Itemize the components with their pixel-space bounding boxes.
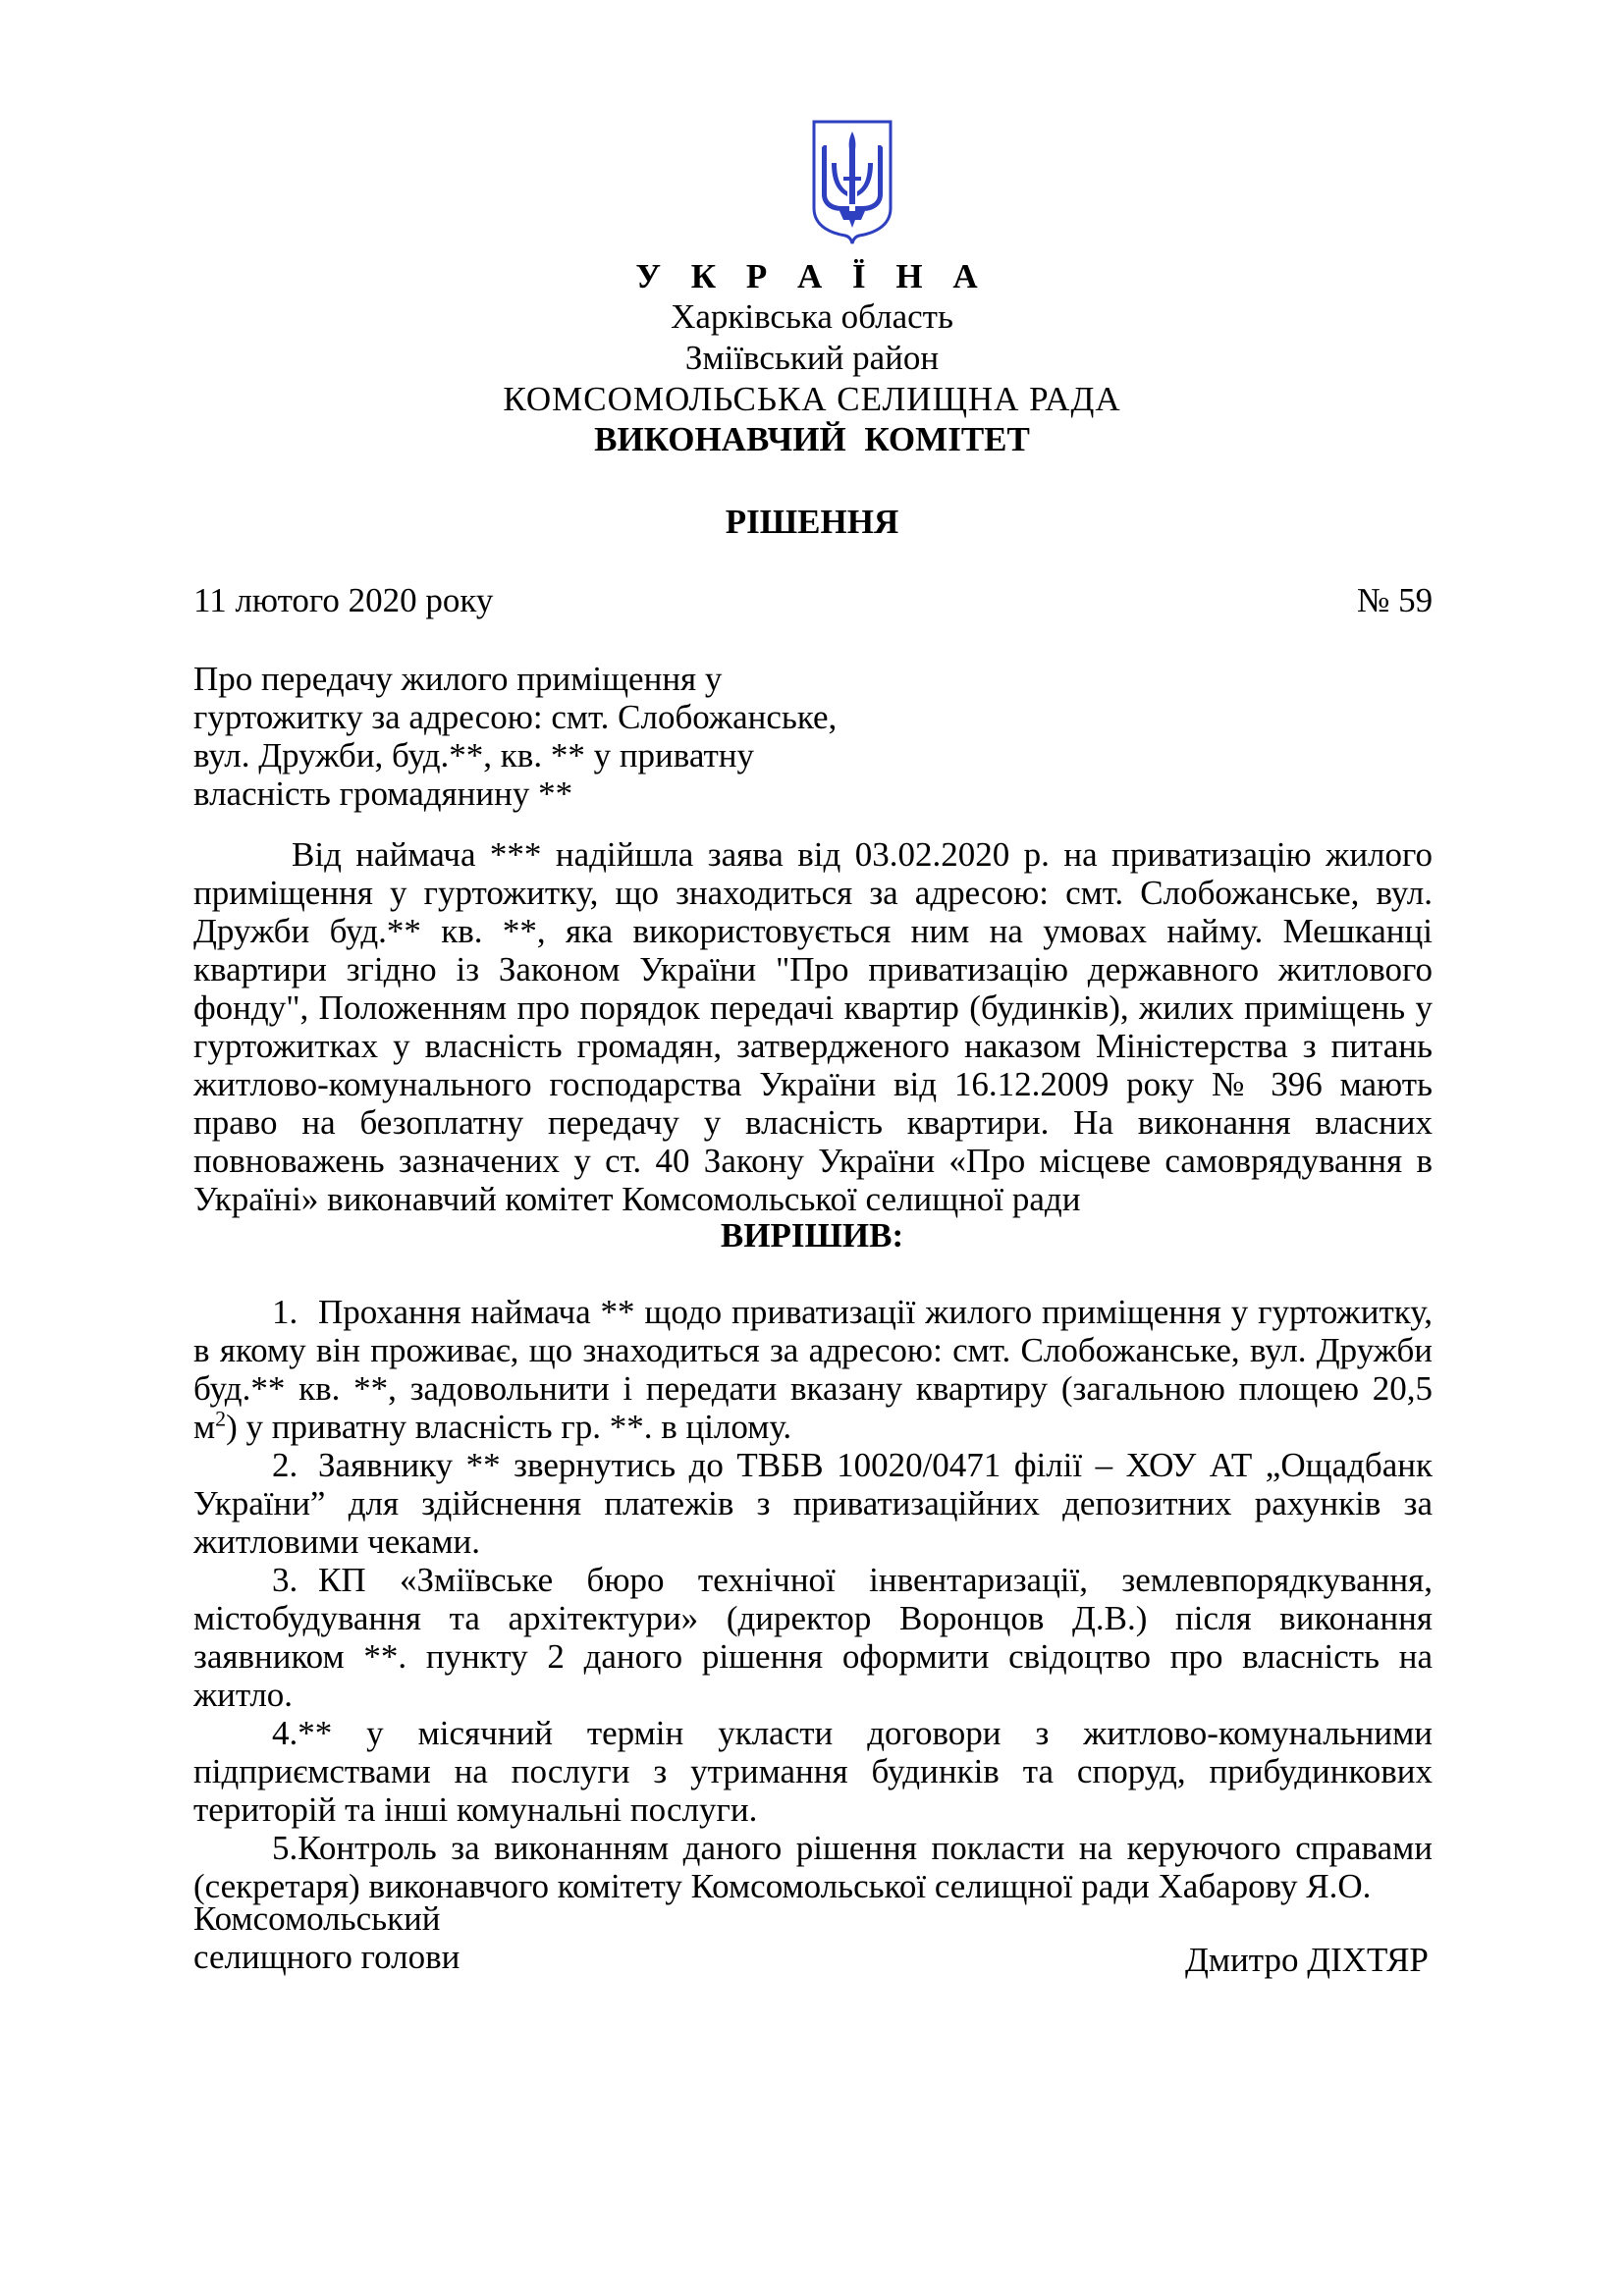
decision-text: Контроль за виконанням даного рішення покласти на керуючого справами (секретаря) виконавчого комітету Комсомольської селищної ради Хабарову Я.О. [193, 1829, 1433, 1905]
council-name: КОМСОМОЛЬСЬКА СЕЛИЩНА РАДА [503, 380, 1121, 418]
document-date: 11 лютого 2020 року [193, 581, 494, 619]
country-title: У К Р А Ї Н А [635, 257, 989, 295]
decision-number: 3. [272, 1561, 298, 1599]
decision-item [193, 1293, 1433, 1446]
decision-number: 4. [272, 1714, 298, 1752]
committee-name: ВИКОНАВЧИЙ КОМІТЕТ [594, 420, 1030, 458]
document-subject [193, 660, 881, 813]
decision-item [193, 1561, 1433, 1714]
decision-text: КП «Зміївське бюро технічної інвентаризації, землевпорядкування, містобудування та архітектури» (директор Воронцов Д.В.) після виконання заявником **. пункту 2 даного рішення оформити свідоцтво про власність на житло. [193, 1561, 1433, 1714]
signatory-position-line: селищного голови [193, 1938, 460, 1976]
oblast-name: Харківська область [671, 297, 953, 336]
decision-item [193, 1829, 1433, 1905]
superscript: 2 [215, 1406, 227, 1431]
subject-line: Про передачу жилого приміщення у [193, 660, 723, 698]
decision-text: ) у приватну власність гр. **. в цілому. [226, 1408, 792, 1446]
document-number: № 59 [1357, 581, 1434, 619]
document-type-title: РІШЕННЯ [725, 503, 899, 541]
subject-line: вул. Дружби, буд.**, кв. ** у приватну [193, 736, 755, 774]
decision-text: Прохання наймача ** щодо приватизації жилого приміщення у гуртожитку, в якому він проживає, що знаходиться за адресою: смт. Слобожанське, вул. Дружби буд.** кв. **, задовольнити і передати вказану квартиру (загальною площею 20,5 м [193, 1293, 1433, 1446]
signatory-name: Дмитро ДІХТЯР [1185, 1941, 1429, 1979]
decided-heading: ВИРІШИВ: [720, 1216, 904, 1255]
signatory-position [193, 1899, 460, 1976]
decision-number: 2. [272, 1446, 298, 1484]
preamble-paragraph: Від наймача *** надійшла заява від 03.02.2020 р. на приватизацію жилого приміщення у гуртожитку, що знаходиться за адресою: смт. Слобожанське, вул. Дружби буд.** кв. **, яка використовується ним на умовах найму. Мешканці квартири згідно із Законом України "Про приватизацію державного житлового фонду", Положенням про порядок передачі квартир (будинків), жилих приміщень у гуртожитках у власність громадян, затвердженого наказом Міністерства з питань житлово-комунального господарства України від 16.12.2009 року № 396 мають право на безоплатну передачу у власність квартири. На виконання власних повноважень зазначених у ст. 40 Закону України «Про місцеве самоврядування в Україні» виконавчий комітет Комсомольської селищної ради [193, 835, 1433, 1218]
decision-number: 1. [272, 1293, 298, 1331]
rayon-name: Зміївський район [684, 339, 940, 377]
decision-text: ** у місячний термін укласти договори з житлово-комунальними підприємствами на послуги з утримання будинків та споруд, прибудинкових територій та інші комунальні послуги. [193, 1714, 1433, 1829]
signatory-position-line: Комсомольський [193, 1899, 441, 1938]
decision-item [193, 1446, 1433, 1561]
decision-item [193, 1714, 1433, 1829]
decision-text: Заявнику ** звернутись до ТВБВ 10020/0471 філії – ХОУ АТ „Ощадбанк України” для здійснення платежів з приватизаційних депозитних рахунків за житловими чеками. [193, 1446, 1433, 1561]
tryzub-coat-of-arms-icon [810, 118, 894, 247]
decision-number: 5. [272, 1829, 298, 1867]
decisions-list [193, 1293, 1433, 1905]
subject-line: гуртожитку за адресою: смт. Слобожанське, [193, 698, 838, 736]
subject-line: власність громадянину ** [193, 774, 573, 813]
